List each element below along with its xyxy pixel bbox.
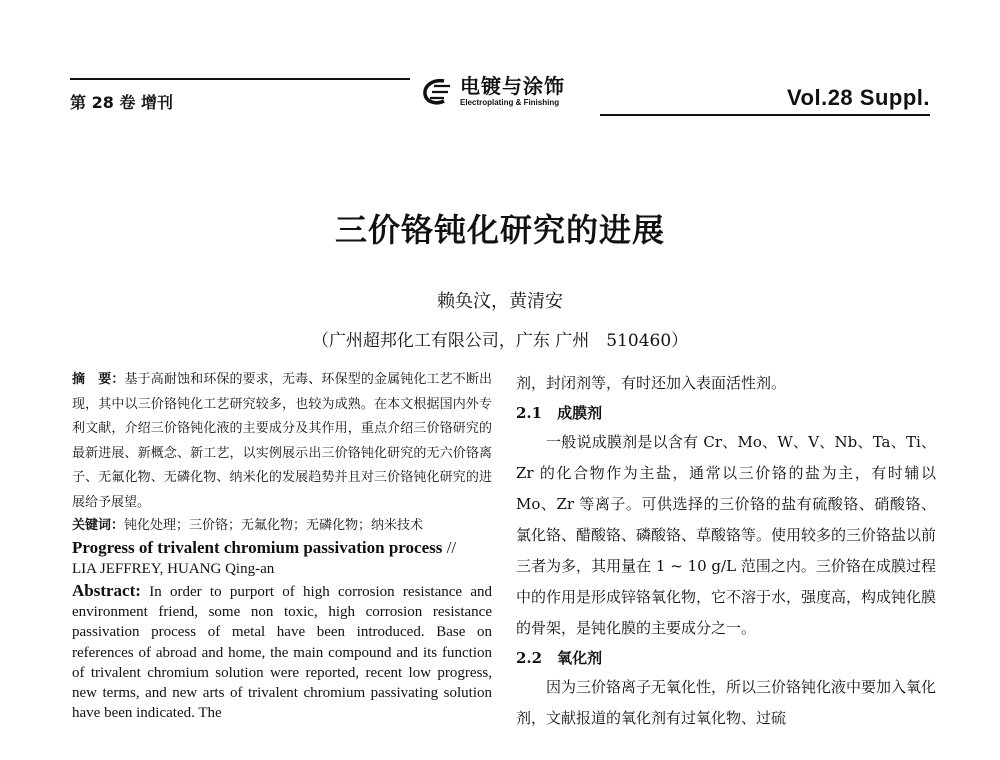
section-heading-2-1: 2.1 成膜剂 [516, 404, 603, 422]
section-heading-2-2: 2.2 氧化剂 [516, 649, 603, 667]
paper-affiliation: （广州超邦化工有限公司，广东 广州 510460） [311, 331, 689, 351]
abstract-cn-text: 基于高耐蚀和环保的要求，无毒、环保型的金属钝化工艺不断出现，其中以三价铬钝化工艺研究较多，也较为成熟。在本文根据国内外专利文献，介绍三价铬钝化液的主要成分及其作用，重点介绍三价铬研究的最新进展、新概念、新工艺，以实例展示出三价铬钝化研究的无六价铬离子、无氟化物、无磷化物、纳米化的发展趋势并且对三价铬钝化研究的进展给予展望。 [72, 372, 492, 510]
header-rule-left [70, 78, 410, 80]
abstract-en-label: Abstract: [72, 581, 141, 600]
header-rule-right [600, 114, 930, 116]
english-title-text: Progress of trivalent chromium passivation process [72, 538, 443, 557]
english-title-slash: // [442, 538, 457, 557]
abstract-en [72, 581, 492, 723]
keywords-label: 关键词： [72, 518, 125, 533]
paper-title: 三价铬钝化研究的进展 [334, 211, 665, 249]
volume-label-en: Vol.28 Suppl. [786, 85, 930, 110]
body-paragraph-2: 因为三价铬离子无氧化性，所以三价铬钝化液中要加入氧化剂，文献报道的氧化剂有过氧化物、过硫 [516, 678, 937, 727]
journal-logo [420, 76, 565, 107]
abstract-cn [72, 368, 492, 515]
body-paragraph-0: 剂，封闭剂等，有时还加入表面活性剂。 [516, 374, 787, 392]
right-column [516, 368, 936, 734]
journal-name-en: Electroplating & Finishing [460, 98, 560, 107]
abstract-cn-label: 摘 要： [72, 372, 125, 387]
abstract-en-text: In order to purport of high corrosion resistance and environment friend, some non toxic, high corrosion resistance passivation process of metal have been introduced. Base on references of abroad and home, the main compound and its function of trivalent chromium solution were reported, recent low progress, new terms, and new arts of trivalent chromium passivating solution have been indicated. The [72, 584, 492, 722]
english-authors: LIA JEFFREY, HUANG Qing-an [72, 561, 275, 577]
left-column [72, 368, 492, 723]
keywords-text: 钝化处理；三价铬；无氟化物；无磷化物；纳米技术 [124, 518, 424, 533]
english-title [72, 537, 492, 559]
paper-authors: 赖奂汶，黄清安 [437, 291, 563, 312]
volume-label: 第 28 卷 增刊 [70, 93, 173, 112]
keywords-cn [72, 515, 492, 537]
journal-name-cn: 电镀与涂饰 [460, 74, 565, 98]
body-paragraph-1: 一般说成膜剂是以含有 Cr、Mo、W、V、Nb、Ta、Ti、Zr 的化合物作为主盐，通常以三价铬的盐为主，有时辅以 Mo、Zr 等离子。可供选择的三价铬的盐有硫酸铬、硝酸铬、氯化铬、醋酸铬、磷酸铬、草酸铬等。使用较多的三价铬盐以前三者为多，其用量在 1 ~ 10 g/L 范围之内。三价铬在成膜过程中的作用是形成锌铬氧化物，它不溶于水，强度高，构成钝化膜的骨架，是钝化膜的主要成分之一。 [516, 433, 937, 637]
journal-logo-icon [420, 78, 454, 106]
